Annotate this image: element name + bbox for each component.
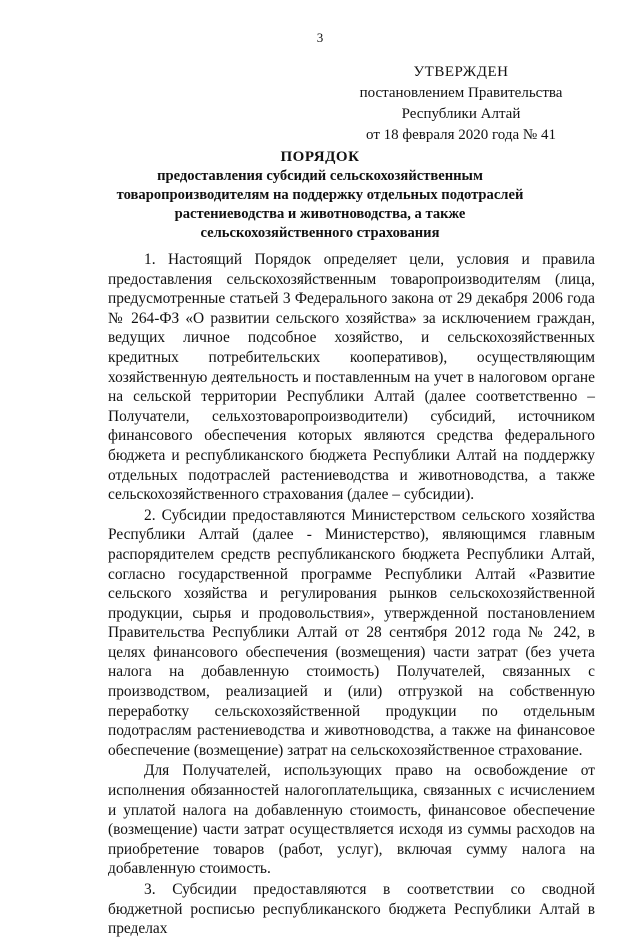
document-title: [100, 148, 540, 243]
approval-heading: УТВЕРЖДЕН: [413, 64, 509, 80]
title-line: товаропроизводителям на поддержку отдельных подотраслей: [116, 187, 524, 203]
approval-date-line: от 18 февраля 2020 года № 41: [366, 127, 556, 143]
approval-line: Республики Алтай: [401, 106, 521, 122]
title-line: растениеводства и животноводства, а также: [174, 206, 466, 222]
paragraph-2-continued: Для Получателей, использующих право на освобождение от исполнения обязанностей налогоплательщика, связанных с исчислением и уплатой налога на добавленную стоимость, финансовое обеспечение (возмещение) части затрат осуществляется исходя из суммы расходов на приобретение товаров (работ, услуг), включая сумму налога на добавленную стоимость.: [108, 762, 595, 878]
page-number: 3: [316, 30, 324, 45]
paragraph-3: 3. Субсидии предоставляются в соответствии со сводной бюджетной росписью республиканского бюджета Республики Алтай в пределах: [108, 881, 595, 938]
approval-line: постановлением Правительства: [359, 85, 563, 101]
paragraph-1: 1. Настоящий Порядок определяет цели, условия и правила предоставления сельскохозяйственным товаропроизводителям (лица, предусмотренные статьей 3 Федерального закона от 29 декабря 2006 года № 264-ФЗ «О развитии сельского хозяйства» за исключением граждан, ведущих личное подсобное хозяйство, и сельскохозяйственных кредитных потребительских кооперативов), осуществляющим хозяйственную деятельность и поставленным на учет в налоговом органе на сельской территории Республики Алтай (далее соответственно – Получатели, сельхозтоваропроизводители) субсидий, источником финансового обеспечения которых являются средства федерального бюджета и республиканского бюджета Республики Алтай на поддержку отдельных подотраслей растениеводства и животноводства, а также сельскохозяйственного страхования (далее – субсидии).: [108, 251, 595, 504]
title-heading: ПОРЯДОК: [280, 149, 360, 165]
title-line: сельскохозяйственного страхования: [200, 225, 440, 241]
approval-stamp-block: [340, 62, 582, 146]
title-line: предоставления субсидий сельскохозяйственным: [157, 168, 483, 184]
document-body: [108, 250, 595, 939]
paragraph-2: 2. Субсидии предоставляются Министерством сельского хозяйства Республики Алтай (далее - Министерство), являющимся главным распорядителем средств республиканского бюджета Республики Алтай, согласно государственной программе Республики Алтай «Развитие сельского хозяйства и регулирования рынков сельскохозяйственной продукции, сырья и продовольствия», утвержденной постановлением Правительства Республики Алтай от 28 сентября 2012 года № 242, в целях финансового обеспечения (возмещения) части затрат (без учета налога на добавленную стоимость) Получателей, связанных с производством, реализацией и (или) отгрузкой на собственную переработку сельскохозяйственной продукции по отдельным подотраслям растениеводства и животноводства, а также на финансовое обеспечение (возмещение) затрат на сельскохозяйственное страхование.: [108, 506, 595, 759]
